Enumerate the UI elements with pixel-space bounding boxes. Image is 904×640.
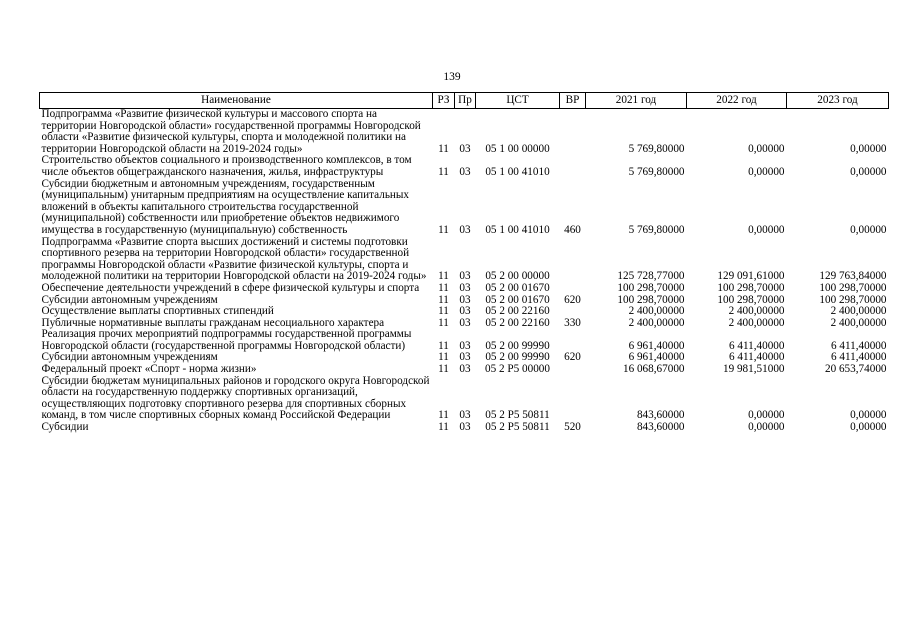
row-2023: 2 400,00000 (830, 316, 887, 329)
table-header-row (40, 93, 889, 109)
row-cst: 05 2 00 22160 (485, 316, 550, 329)
row-cst: 05 1 00 41010 (485, 223, 550, 236)
row-2022: 129 091,61000 (717, 270, 785, 283)
row-pr: 03 (459, 223, 471, 236)
row-name: Публичные нормативные выплаты гражданам несоциального характера (41, 316, 385, 329)
row-2022: 100 298,70000 (717, 281, 785, 294)
row-2021: 16 068,67000 (622, 363, 685, 376)
row-pr: 03 (459, 293, 471, 306)
row-pr: 03 (459, 316, 471, 329)
row-2022: 2 400,00000 (728, 316, 785, 329)
row-2022: 100 298,70000 (717, 293, 785, 306)
budget-table (39, 92, 889, 434)
row-rz: 11 (438, 270, 449, 283)
row-2023: 0,00000 (850, 223, 887, 236)
row-rz: 11 (438, 281, 449, 294)
row-2022: 2 400,00000 (728, 305, 785, 318)
row-pr: 03 (459, 351, 471, 364)
row-vr: 620 (564, 293, 581, 306)
row-vr: 460 (564, 223, 581, 236)
row-vr: 620 (564, 351, 581, 364)
row-pr: 03 (459, 305, 471, 318)
column-header-vr: ВР (560, 93, 586, 109)
row-2022: 0,00000 (748, 409, 785, 422)
row-cst: 05 2 00 01670 (485, 293, 550, 306)
row-name: Субсидии (41, 421, 89, 434)
column-header-rz: РЗ (433, 93, 455, 109)
table-row (40, 155, 889, 178)
row-cst: 05 2 00 99990 (485, 351, 550, 364)
row-rz: 11 (438, 305, 449, 318)
row-rz: 11 (438, 363, 449, 376)
row-name: Обеспечение деятельности учреждений в сфере физической культуры и спорта (41, 281, 420, 294)
row-2021: 5 769,80000 (628, 142, 685, 155)
row-pr: 03 (459, 363, 471, 376)
row-2022: 0,00000 (748, 421, 785, 434)
row-vr: 520 (564, 421, 581, 434)
row-2022: 0,00000 (748, 223, 785, 236)
row-rz: 11 (438, 339, 449, 352)
row-2021: 843,60000 (636, 409, 685, 422)
row-rz: 11 (438, 293, 449, 306)
row-cst: 05 2 00 01670 (485, 281, 550, 294)
column-header-name: Наименование (40, 93, 433, 109)
row-vr: 330 (564, 316, 581, 329)
row-vr (560, 364, 586, 376)
row-2023: 100 298,70000 (819, 281, 887, 294)
row-2021: 125 728,77000 (617, 270, 685, 283)
row-2021: 5 769,80000 (628, 223, 685, 236)
column-header-2022: 2022 год (687, 93, 787, 109)
row-cst: 05 1 00 00000 (485, 142, 550, 155)
row-name: Строительство объектов социального и производственного комплексов, в том числе объектов общегражданского назначения, жилья, инфраструктуры (41, 154, 412, 178)
row-cst: 05 2 00 00000 (485, 270, 550, 283)
row-2023: 129 763,84000 (819, 270, 887, 283)
table-row (40, 237, 889, 283)
table-row (40, 179, 889, 237)
row-name: Субсидии автономным учреждениям (41, 351, 218, 364)
row-2021: 5 769,80000 (628, 165, 685, 178)
row-cst: 05 2 P5 50811 (485, 421, 550, 434)
row-2023: 100 298,70000 (819, 293, 887, 306)
table-row (40, 109, 889, 156)
row-2021: 6 961,40000 (628, 339, 685, 352)
row-pr: 03 (459, 409, 471, 422)
row-2022: 0,00000 (748, 142, 785, 155)
row-pr: 03 (459, 339, 471, 352)
row-rz: 11 (438, 316, 449, 329)
row-2021: 843,60000 (636, 421, 685, 434)
row-2021: 2 400,00000 (628, 316, 685, 329)
table-row (40, 376, 889, 422)
row-name: Подпрограмма «Развитие спорта высших достижений и системы подготовки спортивного резерва на территории Новгородской области» государственной программы Новгородской области «Развитие физической культуры, спорта и молодежной политики на территории Новгородской области на 2019-2024 годы» (41, 235, 427, 283)
row-2022: 0,00000 (748, 165, 785, 178)
row-2021: 6 961,40000 (628, 351, 685, 364)
table-row (40, 422, 889, 434)
row-rz: 11 (438, 409, 449, 422)
row-name: Осуществление выплаты спортивных стипендий (41, 305, 274, 318)
table-row (40, 329, 889, 352)
row-name: Реализация прочих мероприятий подпрограммы государственной программы Новгородской области (государственной программы Новгородской области) (41, 328, 412, 352)
table-row (40, 283, 889, 295)
row-name: Федеральный проект «Спорт - норма жизни» (41, 363, 257, 376)
row-cst: 05 2 00 22160 (485, 305, 550, 318)
row-2023: 0,00000 (850, 409, 887, 422)
row-pr: 03 (459, 270, 471, 283)
row-rz: 11 (438, 165, 449, 178)
row-rz: 11 (438, 351, 449, 364)
row-2023: 6 411,40000 (830, 339, 887, 352)
row-2021: 100 298,70000 (617, 293, 685, 306)
column-header-pr: Пр (455, 93, 476, 109)
row-cst: 05 2 P5 00000 (485, 363, 550, 376)
row-2023: 0,00000 (850, 165, 887, 178)
row-name: Субсидии бюджетным и автономным учреждениям, государственным (муниципальным) унитарным предприятиям на осуществление капитальных вложений в объекты капитального строительства государственной (муниципальной) собственности или приобретение объектов недвижимого имущества в государственную (муниципальную) собственность (41, 177, 410, 236)
row-2023: 0,00000 (850, 421, 887, 434)
row-vr (560, 237, 586, 283)
row-2023: 0,00000 (850, 142, 887, 155)
row-2023: 2 400,00000 (830, 305, 887, 318)
row-name: Субсидии бюджетам муниципальных районов и городского округа Новгородской области на государственную поддержку спортивных организаций, осуществляющих подготовку спортивного резерва для спортивных сборных команд, в том числе спортивных сборных команд Российской Федерации (41, 374, 430, 422)
row-cst: 05 2 P5 50811 (485, 409, 550, 422)
row-2021: 2 400,00000 (628, 305, 685, 318)
row-vr (560, 376, 586, 422)
row-rz: 11 (438, 421, 449, 434)
row-2022: 6 411,40000 (728, 351, 785, 364)
row-name: Подпрограмма «Развитие физической культуры и массового спорта на территории Новгородской области» государственной программы Новгородской области «Развитие физической культуры, спорта и молодежной политики на территории Новгородской области на 2019-2024 годы» (41, 108, 421, 155)
row-2023: 20 653,74000 (824, 363, 887, 376)
row-cst: 05 2 00 99990 (485, 339, 550, 352)
row-pr: 03 (459, 281, 471, 294)
row-vr (560, 109, 586, 156)
row-vr (560, 329, 586, 352)
column-header-cst: ЦСТ (476, 93, 560, 109)
row-name: Субсидии автономным учреждениям (41, 293, 218, 306)
row-vr (560, 283, 586, 295)
row-rz: 11 (438, 223, 449, 236)
column-header-2021: 2021 год (586, 93, 687, 109)
row-2022: 6 411,40000 (728, 339, 785, 352)
page-number: 139 (443, 71, 461, 83)
column-header-2023: 2023 год (787, 93, 889, 109)
row-cst: 05 1 00 41010 (485, 165, 550, 178)
row-pr: 03 (459, 142, 471, 155)
row-2021: 100 298,70000 (617, 281, 685, 294)
row-vr (560, 155, 586, 178)
row-pr: 03 (459, 165, 471, 178)
row-2022: 19 981,51000 (722, 363, 785, 376)
row-rz: 11 (438, 142, 449, 155)
row-2023: 6 411,40000 (830, 351, 887, 364)
table-row (40, 364, 889, 376)
row-vr (560, 306, 586, 318)
row-pr: 03 (459, 421, 471, 434)
table-row (40, 306, 889, 318)
